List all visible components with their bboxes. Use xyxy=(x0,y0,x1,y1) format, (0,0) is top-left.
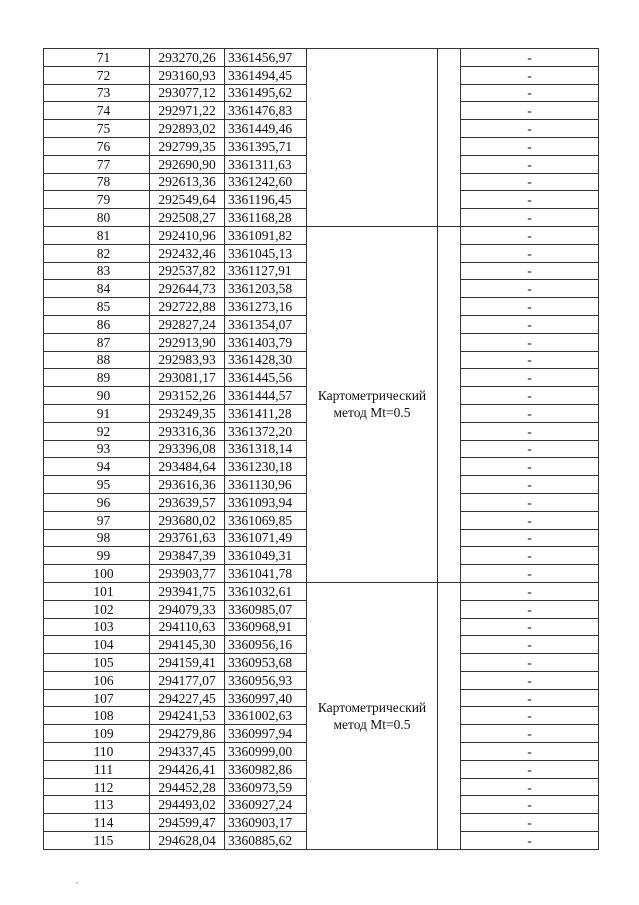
coordinate-x: 293152,26 xyxy=(150,387,225,405)
coordinate-y: 3361196,45 xyxy=(225,191,307,209)
point-number: 98 xyxy=(44,529,150,547)
coordinate-y: 3361045,13 xyxy=(225,244,307,262)
note-cell: - xyxy=(461,369,599,387)
point-number: 112 xyxy=(44,778,150,796)
coordinate-x: 292690,90 xyxy=(150,155,225,173)
coordinate-x: 293680,02 xyxy=(150,511,225,529)
point-number: 89 xyxy=(44,369,150,387)
note-cell: - xyxy=(461,49,599,67)
point-number: 86 xyxy=(44,315,150,333)
note-cell: - xyxy=(461,66,599,84)
coordinate-x: 292913,90 xyxy=(150,333,225,351)
coordinate-x: 294279,86 xyxy=(150,725,225,743)
coordinate-x: 292537,82 xyxy=(150,262,225,280)
note-cell: - xyxy=(461,422,599,440)
coordinate-x: 292432,46 xyxy=(150,244,225,262)
coordinate-x: 294628,04 xyxy=(150,832,225,850)
note-cell: - xyxy=(461,262,599,280)
point-number: 92 xyxy=(44,422,150,440)
coordinate-x: 292983,93 xyxy=(150,351,225,369)
point-number: 115 xyxy=(44,832,150,850)
point-number: 110 xyxy=(44,743,150,761)
blank-cell xyxy=(438,582,461,849)
table-row xyxy=(44,49,599,67)
coordinate-y: 3361203,58 xyxy=(225,280,307,298)
coordinate-y: 3360885,62 xyxy=(225,832,307,850)
coordinate-y: 3360927,24 xyxy=(225,796,307,814)
coordinate-y: 3361495,62 xyxy=(225,84,307,102)
note-cell: - xyxy=(461,671,599,689)
point-number: 82 xyxy=(44,244,150,262)
coordinate-x: 292508,27 xyxy=(150,209,225,227)
method-text: метод Mt=0.5 xyxy=(333,405,411,421)
point-number: 72 xyxy=(44,66,150,84)
coordinate-y: 3361395,71 xyxy=(225,137,307,155)
note-cell: - xyxy=(461,547,599,565)
point-number: 95 xyxy=(44,476,150,494)
coordinate-x: 293396,08 xyxy=(150,440,225,458)
coordinate-y: 3360973,59 xyxy=(225,778,307,796)
coordinate-y: 3361354,07 xyxy=(225,315,307,333)
note-cell: - xyxy=(461,404,599,422)
point-number: 93 xyxy=(44,440,150,458)
coordinate-x: 294145,30 xyxy=(150,636,225,654)
coordinate-x: 293761,63 xyxy=(150,529,225,547)
note-cell: - xyxy=(461,226,599,244)
coordinate-y: 3361130,96 xyxy=(225,476,307,494)
coordinate-x: 293160,93 xyxy=(150,66,225,84)
note-cell: - xyxy=(461,814,599,832)
point-number: 81 xyxy=(44,226,150,244)
note-cell: - xyxy=(461,209,599,227)
coordinate-x: 294227,45 xyxy=(150,689,225,707)
method-text: Картометрический xyxy=(317,388,427,404)
coordinate-y: 3361428,30 xyxy=(225,351,307,369)
point-number: 77 xyxy=(44,155,150,173)
note-cell: - xyxy=(461,493,599,511)
coordinate-y: 3361411,28 xyxy=(225,404,307,422)
point-number: 80 xyxy=(44,209,150,227)
note-cell: - xyxy=(461,173,599,191)
coordinate-y: 3360956,16 xyxy=(225,636,307,654)
note-cell: - xyxy=(461,511,599,529)
blank-cell xyxy=(438,49,461,227)
note-cell: - xyxy=(461,796,599,814)
coordinate-y: 3361372,20 xyxy=(225,422,307,440)
coordinate-x: 293639,57 xyxy=(150,493,225,511)
point-number: 113 xyxy=(44,796,150,814)
method-cell xyxy=(307,582,438,849)
point-number: 111 xyxy=(44,760,150,778)
coordinate-x: 293941,75 xyxy=(150,582,225,600)
note-cell: - xyxy=(461,582,599,600)
point-number: 106 xyxy=(44,671,150,689)
coordinate-y: 3360953,68 xyxy=(225,654,307,672)
note-cell: - xyxy=(461,102,599,120)
note-cell: - xyxy=(461,244,599,262)
blank-cell xyxy=(438,226,461,582)
coordinate-y: 3360999,00 xyxy=(225,743,307,761)
coordinate-x: 294452,28 xyxy=(150,778,225,796)
point-number: 83 xyxy=(44,262,150,280)
point-number: 84 xyxy=(44,280,150,298)
coordinate-y: 3361071,49 xyxy=(225,529,307,547)
coordinate-x: 294177,07 xyxy=(150,671,225,689)
coordinate-y: 3361049,31 xyxy=(225,547,307,565)
note-cell: - xyxy=(461,191,599,209)
coordinate-y: 3360956,93 xyxy=(225,671,307,689)
coordinate-x: 292644,73 xyxy=(150,280,225,298)
note-cell: - xyxy=(461,565,599,583)
point-number: 78 xyxy=(44,173,150,191)
point-number: 73 xyxy=(44,84,150,102)
coordinate-x: 294426,41 xyxy=(150,760,225,778)
point-number: 79 xyxy=(44,191,150,209)
note-cell: - xyxy=(461,440,599,458)
coordinate-x: 292893,02 xyxy=(150,120,225,138)
coordinate-y: 3361494,45 xyxy=(225,66,307,84)
coordinates-table-body xyxy=(44,49,599,850)
point-number: 107 xyxy=(44,689,150,707)
note-cell: - xyxy=(461,476,599,494)
coordinate-x: 294493,02 xyxy=(150,796,225,814)
coordinate-x: 292799,35 xyxy=(150,137,225,155)
point-number: 102 xyxy=(44,600,150,618)
coordinate-y: 3361069,85 xyxy=(225,511,307,529)
coordinate-x: 294079,33 xyxy=(150,600,225,618)
note-cell: - xyxy=(461,707,599,725)
coordinate-y: 3361032,61 xyxy=(225,582,307,600)
coordinate-x: 293081,17 xyxy=(150,369,225,387)
point-number: 94 xyxy=(44,458,150,476)
point-number: 103 xyxy=(44,618,150,636)
coordinate-x: 293316,36 xyxy=(150,422,225,440)
note-cell: - xyxy=(461,760,599,778)
coordinate-y: 3361444,57 xyxy=(225,387,307,405)
note-cell: - xyxy=(461,351,599,369)
point-number: 74 xyxy=(44,102,150,120)
coordinate-y: 3361476,83 xyxy=(225,102,307,120)
note-cell: - xyxy=(461,155,599,173)
coordinate-x: 293847,39 xyxy=(150,547,225,565)
coordinate-x: 293249,35 xyxy=(150,404,225,422)
point-number: 71 xyxy=(44,49,150,67)
note-cell: - xyxy=(461,120,599,138)
coordinate-x: 294159,41 xyxy=(150,654,225,672)
coordinate-x: 294599,47 xyxy=(150,814,225,832)
coordinate-x: 292410,96 xyxy=(150,226,225,244)
coordinate-y: 3361242,60 xyxy=(225,173,307,191)
note-cell: - xyxy=(461,636,599,654)
coordinate-x: 292549,64 xyxy=(150,191,225,209)
point-number: 87 xyxy=(44,333,150,351)
note-cell: - xyxy=(461,743,599,761)
note-cell: - xyxy=(461,654,599,672)
point-number: 108 xyxy=(44,707,150,725)
point-number: 97 xyxy=(44,511,150,529)
note-cell: - xyxy=(461,618,599,636)
method-text: метод Mt=0.5 xyxy=(333,716,411,732)
point-number: 76 xyxy=(44,137,150,155)
coordinate-y: 3361091,82 xyxy=(225,226,307,244)
note-cell: - xyxy=(461,315,599,333)
coordinates-table xyxy=(43,48,599,850)
point-number: 96 xyxy=(44,493,150,511)
coordinate-y: 3361311,63 xyxy=(225,155,307,173)
note-cell: - xyxy=(461,778,599,796)
note-cell: - xyxy=(461,600,599,618)
point-number: 101 xyxy=(44,582,150,600)
table-row xyxy=(44,226,599,244)
coordinate-y: 3361445,56 xyxy=(225,369,307,387)
note-cell: - xyxy=(461,137,599,155)
note-cell: - xyxy=(461,387,599,405)
method-cell xyxy=(307,49,438,227)
coordinate-x: 294241,53 xyxy=(150,707,225,725)
coordinate-x: 293270,26 xyxy=(150,49,225,67)
coordinate-x: 292613,36 xyxy=(150,173,225,191)
coordinate-x: 294110,63 xyxy=(150,618,225,636)
point-number: 109 xyxy=(44,725,150,743)
point-number: 85 xyxy=(44,298,150,316)
coordinate-x: 292971,22 xyxy=(150,102,225,120)
coordinate-y: 3361041,78 xyxy=(225,565,307,583)
coordinate-y: 3360997,94 xyxy=(225,725,307,743)
coordinate-y: 3361403,79 xyxy=(225,333,307,351)
method-text: Картометрический xyxy=(317,699,427,715)
note-cell: - xyxy=(461,725,599,743)
point-number: 105 xyxy=(44,654,150,672)
coordinate-y: 3361093,94 xyxy=(225,493,307,511)
method-cell xyxy=(307,226,438,582)
coordinate-x: 293616,36 xyxy=(150,476,225,494)
coordinate-x: 294337,45 xyxy=(150,743,225,761)
note-cell: - xyxy=(461,84,599,102)
coordinate-y: 3361127,91 xyxy=(225,262,307,280)
coordinate-y: 3360968,91 xyxy=(225,618,307,636)
point-number: 99 xyxy=(44,547,150,565)
note-cell: - xyxy=(461,689,599,707)
coordinate-x: 293484,64 xyxy=(150,458,225,476)
point-number: 91 xyxy=(44,404,150,422)
note-cell: - xyxy=(461,458,599,476)
coordinate-y: 3360997,40 xyxy=(225,689,307,707)
note-cell: - xyxy=(461,529,599,547)
coordinate-y: 3360903,17 xyxy=(225,814,307,832)
scan-speck: , xyxy=(76,876,78,885)
coordinate-y: 3361168,28 xyxy=(225,209,307,227)
coordinate-x: 293903,77 xyxy=(150,565,225,583)
coordinate-y: 3361318,14 xyxy=(225,440,307,458)
coordinate-y: 3361456,97 xyxy=(225,49,307,67)
coordinate-y: 3360982,86 xyxy=(225,760,307,778)
point-number: 88 xyxy=(44,351,150,369)
coordinate-y: 3361002,63 xyxy=(225,707,307,725)
coordinate-y: 3361449,46 xyxy=(225,120,307,138)
note-cell: - xyxy=(461,298,599,316)
coordinate-y: 3361273,16 xyxy=(225,298,307,316)
coordinate-x: 292722,88 xyxy=(150,298,225,316)
coordinate-x: 293077,12 xyxy=(150,84,225,102)
point-number: 104 xyxy=(44,636,150,654)
note-cell: - xyxy=(461,832,599,850)
point-number: 75 xyxy=(44,120,150,138)
note-cell: - xyxy=(461,333,599,351)
table-row xyxy=(44,582,599,600)
note-cell: - xyxy=(461,280,599,298)
point-number: 90 xyxy=(44,387,150,405)
point-number: 100 xyxy=(44,565,150,583)
coordinate-y: 3361230,18 xyxy=(225,458,307,476)
coordinate-x: 292827,24 xyxy=(150,315,225,333)
coordinate-y: 3360985,07 xyxy=(225,600,307,618)
point-number: 114 xyxy=(44,814,150,832)
